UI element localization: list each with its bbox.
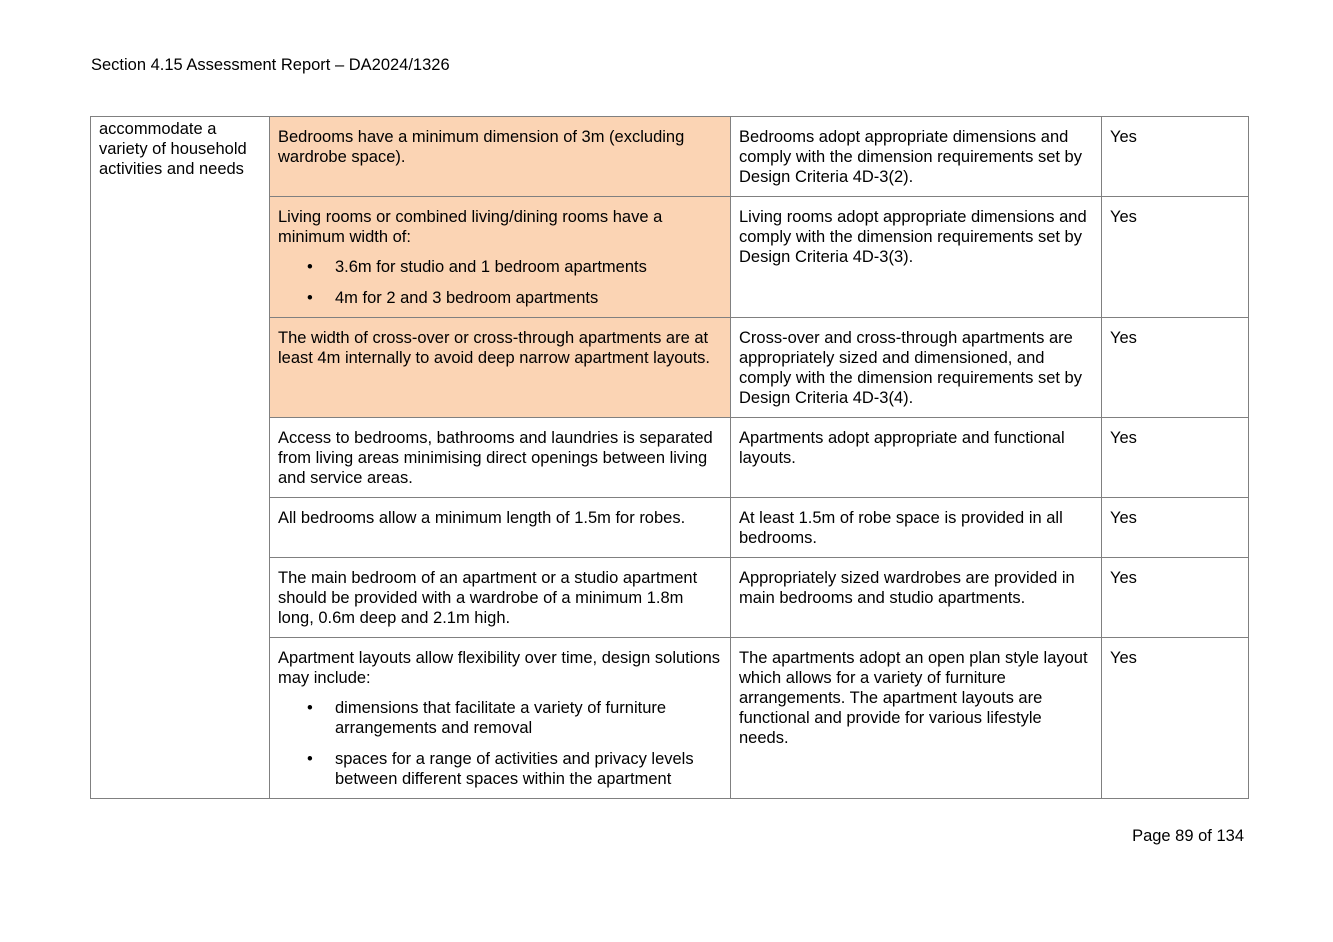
response-cell: Living rooms adopt appropriate dimensions and comply with the dimension requirements set by Design Criteria 4D-3(3). <box>731 197 1102 318</box>
criteria-cell <box>270 117 731 197</box>
page-number: Page 89 of 134 <box>1132 827 1244 845</box>
criteria-cell <box>270 638 731 799</box>
compliance-cell: Yes <box>1102 558 1249 638</box>
list-item <box>307 698 722 738</box>
criteria-cell <box>270 498 731 558</box>
compliance-cell: Yes <box>1102 638 1249 799</box>
list-item <box>307 257 722 277</box>
list-item <box>307 749 722 789</box>
assessment-table-body <box>91 117 1249 799</box>
criteria-cell <box>270 558 731 638</box>
bullet-text: dimensions that facilitate a variety of furniture arrangements and removal <box>335 699 667 737</box>
response-cell: The apartments adopt an open plan style layout which allows for a variety of furniture arrangements. The apartment layouts are functional and provide for various lifestyle needs. <box>731 638 1102 799</box>
criteria-cell <box>270 418 731 498</box>
criteria-text: The main bedroom of an apartment or a studio apartment should be provided with a wardrobe of a minimum 1.8m long, 0.6m deep and 2.1m high. <box>278 569 698 627</box>
compliance-cell: Yes <box>1102 498 1249 558</box>
criteria-text: All bedrooms allow a minimum length of 1.5m for robes. <box>278 509 686 527</box>
criteria-text: Access to bedrooms, bathrooms and laundries is separated from living areas minimising direct openings between living and service areas. <box>278 429 713 487</box>
objective-cell: accommodate a variety of household activities and needs <box>91 117 270 799</box>
bullet-text: 4m for 2 and 3 bedroom apartments <box>335 289 599 307</box>
compliance-cell: Yes <box>1102 318 1249 418</box>
compliance-cell: Yes <box>1102 197 1249 318</box>
compliance-cell: Yes <box>1102 418 1249 498</box>
bullet-icon: • <box>307 258 313 276</box>
criteria-text: The width of cross-over or cross-through apartments are at least 4m internally to avoid deep narrow apartment layouts. <box>278 329 710 367</box>
criteria-text: Bedrooms have a minimum dimension of 3m (excluding wardrobe space). <box>278 128 685 166</box>
response-cell: Appropriately sized wardrobes are provided in main bedrooms and studio apartments. <box>731 558 1102 638</box>
compliance-cell: Yes <box>1102 117 1249 197</box>
criteria-text: Apartment layouts allow flexibility over time, design solutions may include: <box>278 649 721 687</box>
criteria-cell <box>270 197 731 318</box>
bullet-text: spaces for a range of activities and privacy levels between different spaces within the apartment <box>335 750 694 788</box>
bullet-icon: • <box>307 289 313 307</box>
response-cell: At least 1.5m of robe space is provided in all bedrooms. <box>731 498 1102 558</box>
list-item <box>307 288 722 308</box>
assessment-table <box>90 116 1249 799</box>
bullet-text: 3.6m for studio and 1 bedroom apartments <box>335 258 647 276</box>
bullet-icon: • <box>307 699 313 717</box>
response-cell: Bedrooms adopt appropriate dimensions and comply with the dimension requirements set by Design Criteria 4D-3(2). <box>731 117 1102 197</box>
criteria-text: Living rooms or combined living/dining rooms have a minimum width of: <box>278 208 663 246</box>
bullet-icon: • <box>307 750 313 768</box>
table-row <box>91 117 1249 197</box>
criteria-bullet-list <box>278 257 722 308</box>
response-cell: Cross-over and cross-through apartments are appropriately sized and dimensioned, and comply with the dimension requirements set by Design Criteria 4D-3(4). <box>731 318 1102 418</box>
criteria-cell <box>270 318 731 418</box>
response-cell: Apartments adopt appropriate and functional layouts. <box>731 418 1102 498</box>
criteria-bullet-list <box>278 698 722 789</box>
page-header-title: Section 4.15 Assessment Report – DA2024/1326 <box>91 56 450 74</box>
